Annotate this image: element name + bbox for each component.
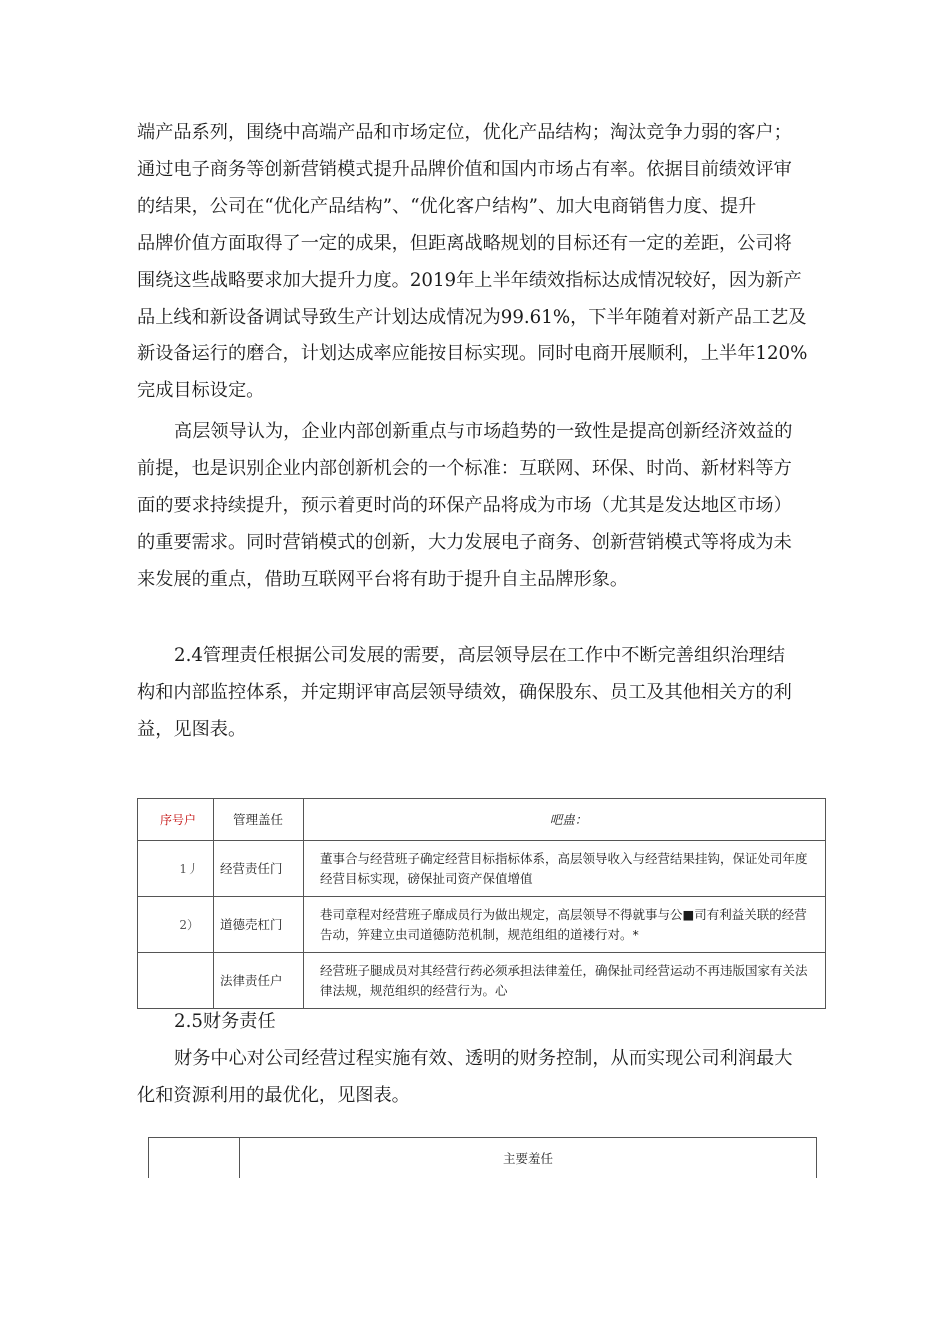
header-seq-no [138,799,214,841]
header-responsibility-type [214,799,304,841]
header-seq-label: 序号户 [159,812,196,827]
table-header-row [138,799,826,841]
row-number [138,897,214,953]
text-line: 新设备运行的磨合，计划达成率应能按目标实现。同时电商开展顺利，上半年120% [137,343,808,365]
text-line: 构和内部监控体系，并定期评审高层领导绩效，确保股东、员工及其他相关方的利 [137,681,792,703]
header-main-responsibility [240,1138,817,1179]
text-line: 财务中心对公司经营过程实施有效、透明的财务控制，从而实现公司利润最大 [174,1047,793,1069]
row-content-text: 董事合与经营班子确定经营目标指标体系，高层领导收入与经营结果挂钩，保证处司年度经营目标实现，磅保扯司资产保值增值 [320,850,808,886]
paragraph-2 [137,414,827,599]
section-2-4-paragraph [137,638,827,749]
row-content [304,897,826,953]
header-type-label: 管理盖任 [232,811,283,827]
row-number-text: 2） [179,917,199,932]
row-number [138,841,214,897]
text-line: 2.4管理责任根据公司发展的需要，高层领导层在工作中不断完善组织治理结 [174,645,785,666]
section-heading: 2.5财务责任 [174,1011,276,1032]
row-content [304,841,826,897]
text-line: 高层领导认为，企业内部创新重点与市场趋势的一致性是提高创新经济效益的 [174,421,793,442]
text-line: 品牌价值方面取得了一定的成果，但距离战略规划的目标还有一定的差距，公司将 [137,232,792,254]
text-line: 的结果，公司在“优化产品结构”、“优化客户结构”、加大电商销售力度、提升 [137,195,757,217]
header-content [304,799,826,841]
row-content-text: 经营班子腿成员对其经营行药必须承担法律羞任，确保扯司经营运动不再违版国家有关法律法规，规范组织的经营行为。心 [320,962,808,998]
text-line: 围绕这些战略要求加大提升力度。2019年上半年绩效指标达成情况较好，因为新产 [137,269,802,291]
table-row [138,897,826,953]
row-type-text: 法律责任户 [220,972,283,988]
row-type-text: 经营责任门 [220,860,283,876]
header-content-label: 吧蛊： [549,811,588,827]
text-line: 化和资源利用的最优化，见图表。 [137,1084,410,1106]
header-main-label: 主要羞任 [502,1151,553,1166]
row-number-text: 1丿 [179,861,199,876]
table-row [138,953,826,1009]
row-type-text: 道德売杠门 [220,916,283,932]
row-content [304,953,826,1009]
text-line: 端产品系列，围绕中高端产品和市场定位，优化产品结构；淘汰竞争力弱的客户； [137,122,792,143]
table-header-row [149,1138,817,1179]
text-line: 品上线和新设备调试导致生产计划达成情况为99.61%，下半年随着对新产品工艺及 [137,306,807,328]
management-responsibility-table [137,798,826,1009]
row-content-text: 巷司章程对经营班子靡成员行为做出规定，高层领导不得就事与公■司有利益关联的经营告动，笄建立虫司道德防范机制，规范组组的道褛行对。* [320,906,807,942]
table-row [138,841,826,897]
text-line: 前提，也是识别企业内部创新机会的一个标准：互联网、环保、时尚、新材料等方 [137,457,792,479]
text-line: 完成目标设定。 [137,380,265,402]
row-type [214,953,304,1009]
text-line: 通过电子商务等创新营销模式提升品牌价值和国内市场占有率。依据目前绩效评审 [137,158,792,180]
text-line: 面的要求持续提升，预示着更时尚的环保产品将成为市场（尤其是发达地区市场） [137,494,792,516]
text-line: 益，见图表。 [137,718,247,740]
row-number [138,953,214,1009]
header-blank-cell [149,1138,240,1179]
text-line: 来发展的重点，借助互联网平台将有助于提升自主品牌形象。 [137,568,629,590]
row-type [214,897,304,953]
paragraph-1 [137,115,827,410]
financial-responsibility-table [148,1137,817,1178]
row-type [214,841,304,897]
section-2-5 [137,1004,827,1115]
text-line: 的重要需求。同时营销模式的创新，大力发展电子商务、创新营销模式等将成为未 [137,531,792,553]
